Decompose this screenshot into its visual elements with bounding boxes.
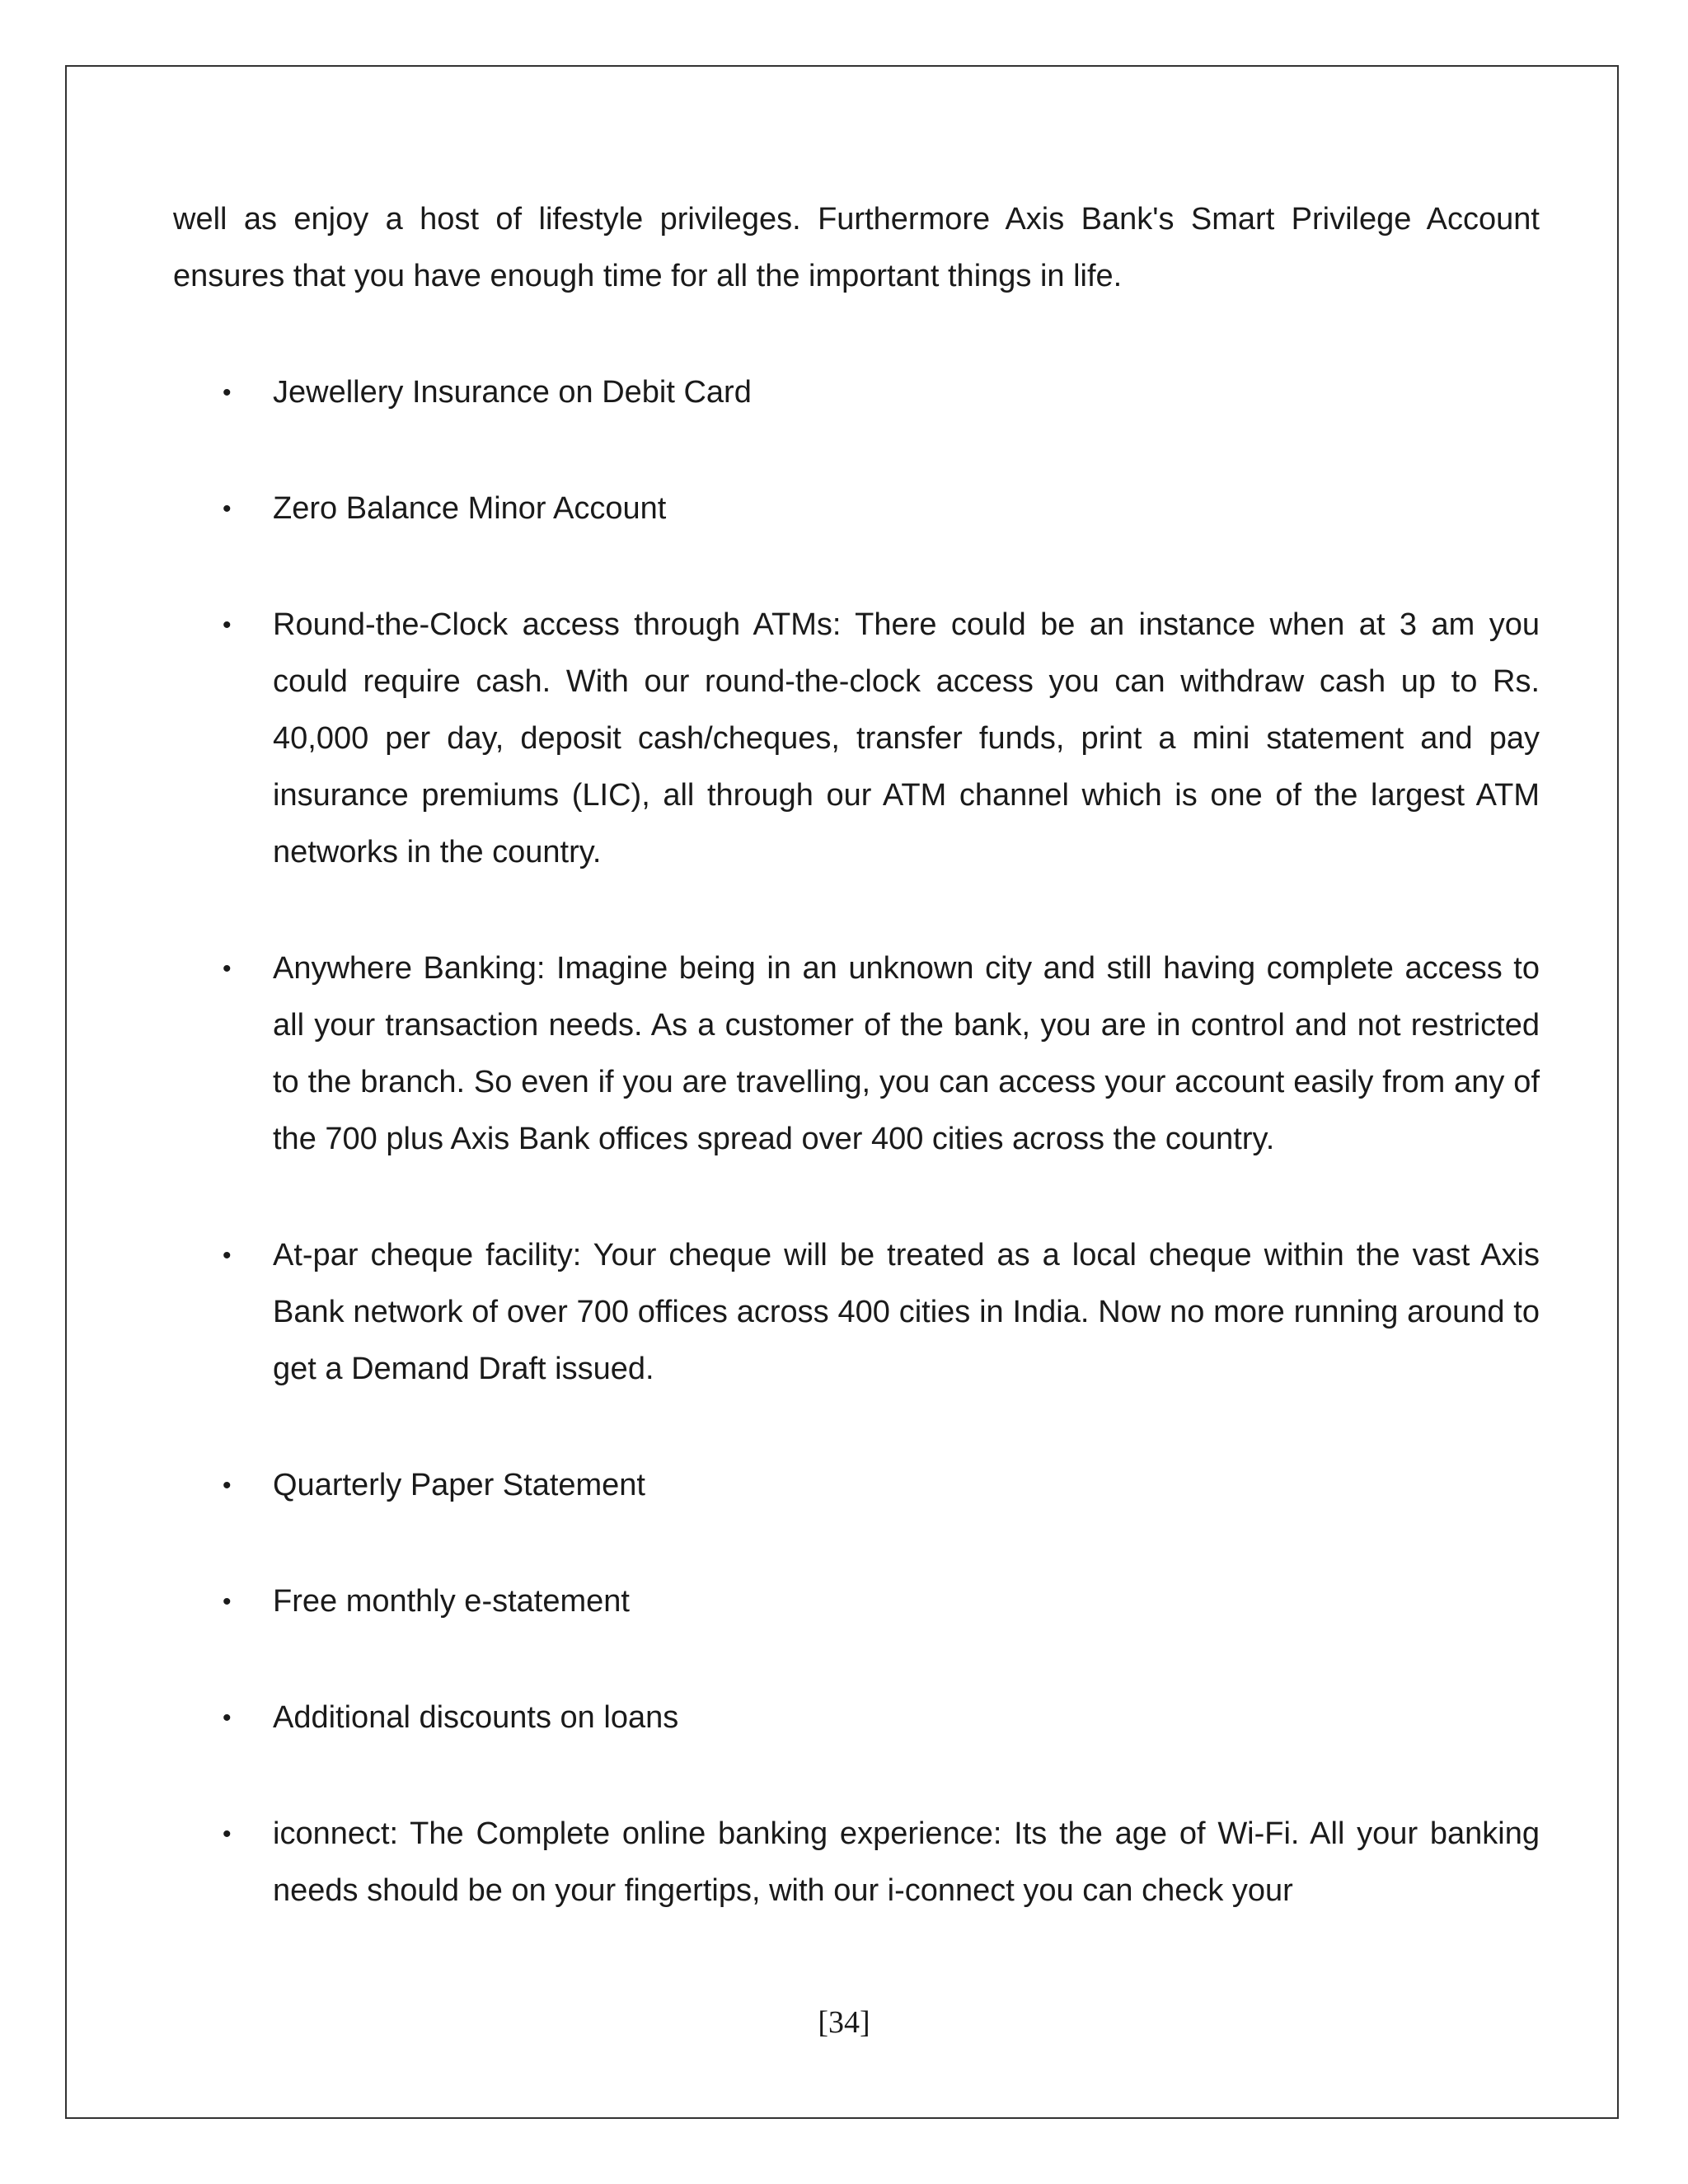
list-item-text: Anywhere Banking: Imagine being in an unknown city and still having complete access to all your transaction needs. As a customer of the bank, you are in control and not restricted to the branch. So even if you are travelling, you can access your account easily from any of the 700 plus Axis Bank offices spread over 400 cities across the country. <box>273 951 1540 1156</box>
list-item-text: Quarterly Paper Statement <box>273 1468 645 1502</box>
bullet-icon: • <box>223 379 232 406</box>
list-item <box>173 1573 1540 1630</box>
bullet-icon: • <box>223 1588 232 1615</box>
bullet-icon: • <box>223 955 232 982</box>
list-item-text: Zero Balance Minor Account <box>273 491 667 526</box>
bullet-icon: • <box>223 1472 232 1499</box>
list-item-text: Round-the-Clock access through ATMs: There could be an instance when at 3 am you could require cash. With our round-the-clock access you can withdraw cash up to Rs. 40,000 per day, deposit cash/cheques, transfer funds, print a mini statement and pay insurance premiums (LIC), all through our ATM channel which is one of the largest ATM networks in the country. <box>273 607 1540 869</box>
bullet-icon: • <box>223 495 232 523</box>
list-item <box>173 940 1540 1168</box>
list-item <box>173 1690 1540 1746</box>
intro-paragraph: well as enjoy a host of lifestyle privileges. Furthermore Axis Bank's Smart Privilege Account ensures that you have enough time for all the important things in life. <box>173 202 1540 293</box>
list-item <box>173 1806 1540 1919</box>
bullet-icon: • <box>223 1704 232 1732</box>
bullet-icon: • <box>223 1242 232 1269</box>
list-item <box>173 1457 1540 1514</box>
bullet-icon: • <box>223 612 232 639</box>
list-item <box>173 597 1540 881</box>
document-body <box>173 191 1540 1979</box>
bullet-icon: • <box>223 1821 232 1848</box>
list-item <box>173 1227 1540 1398</box>
list-item-text: Additional discounts on loans <box>273 1700 679 1735</box>
list-item-text: At-par cheque facility: Your cheque will be treated as a local cheque within the vast Axis Bank network of over 700 offices across 400 cities in India. Now no more running around to get a Demand Draft issued. <box>273 1238 1540 1386</box>
list-item-text: Free monthly e-statement <box>273 1584 630 1619</box>
feature-list <box>173 364 1540 1919</box>
list-item <box>173 480 1540 537</box>
list-item-text: iconnect: The Complete online banking experience: Its the age of Wi-Fi. All your banking needs should be on your fingertips, with our i-connect you can check your <box>273 1816 1540 1908</box>
list-item <box>173 364 1540 421</box>
list-item-text: Jewellery Insurance on Debit Card <box>273 375 752 410</box>
page-number: [34] <box>818 2005 870 2040</box>
